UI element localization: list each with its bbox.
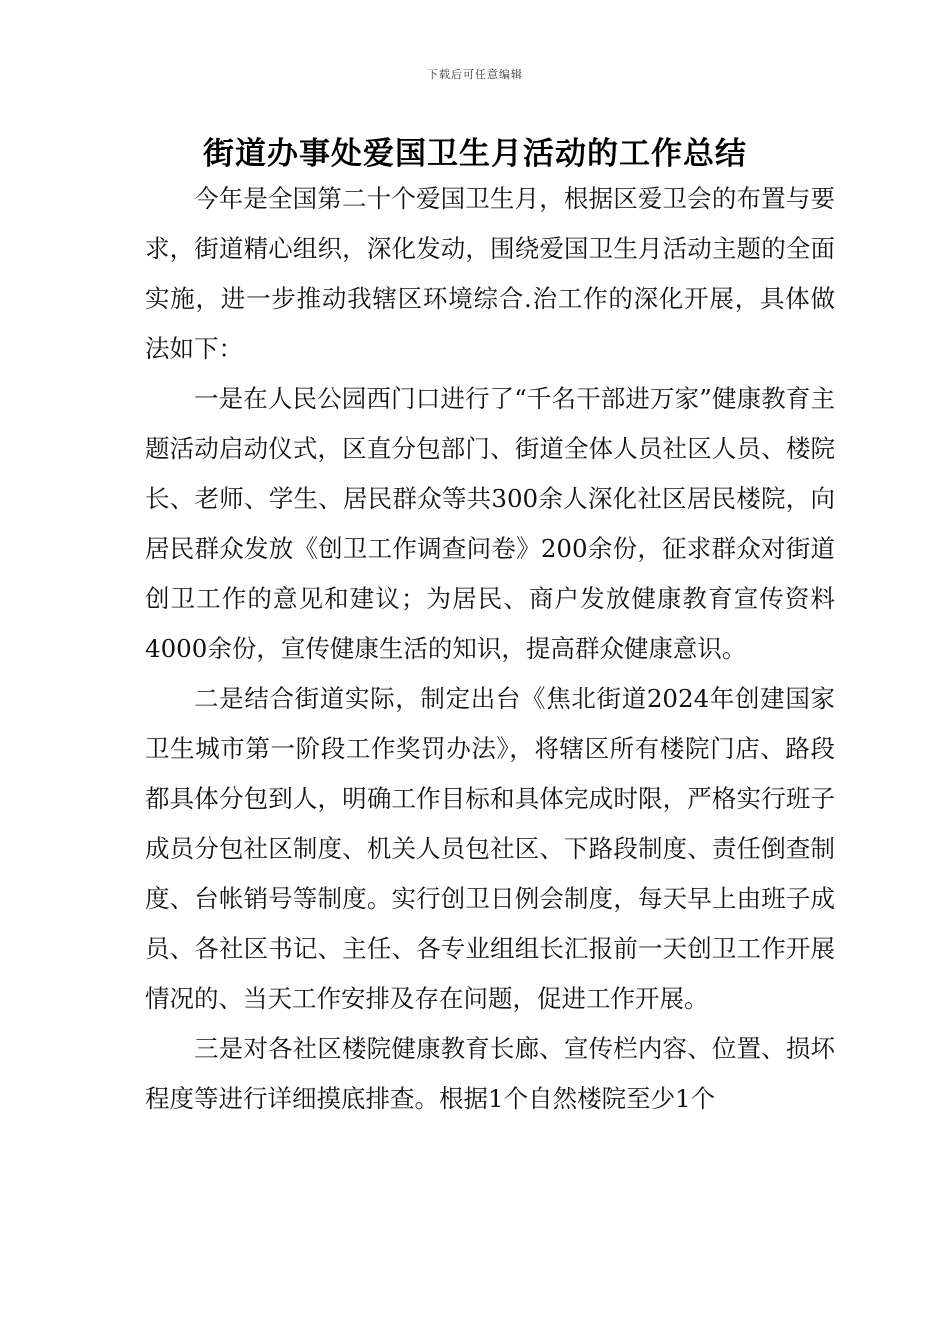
paragraph-two: 二是结合街道实际，制定出台《焦北街道2024年创建国家卫生城市第一阶段工作奖罚办法》，将辖区所有楼院门店、路段都具体分包到人，明确工作目标和具体完成时限，严格实行班子成员分包社区制度、机关人员包社区、下路段制度、责任倒查制度、台帐销号等制度。实行创卫日例会制度，每天早上由班子成员、各社区书记、主任、各专业组组长汇报前一天创卫工作开展情况的、当天工作安排及存在问题，促进工作开展。: [145, 684, 835, 1013]
header-note: 下载后可任意编辑: [427, 68, 523, 81]
paragraph-one: 一是在人民公园西门口进行了“千名干部进万家”健康教育主题活动启动仪式，区直分包部门、街道全体人员社区人员、楼院长、老师、学生、居民群众等共300余人深化社区居民楼院，向居民群众发放《创卫工作调查问卷》200余份，征求群众对街道创卫工作的意见和建议；为居民、商户发放健康教育宣传资料4000余份，宣传健康生活的知识，提高群众健康意识。: [145, 384, 835, 663]
document-title: 街道办事处爱国卫生月活动的工作总结: [203, 136, 747, 172]
paragraph-three: 三是对各社区楼院健康教育长廊、宣传栏内容、位置、损坏程度等进行详细摸底排查。根据1个自然楼院至少1个: [145, 1034, 835, 1113]
paragraph-intro: 今年是全国第二十个爱国卫生月，根据区爱卫会的布置与要求，街道精心组织，深化发动，围绕爱国卫生月活动主题的全面实施，进一步推动我辖区环境综合.治工作的深化开展，具体做法如下：: [145, 184, 835, 363]
document-body: [145, 174, 835, 1124]
